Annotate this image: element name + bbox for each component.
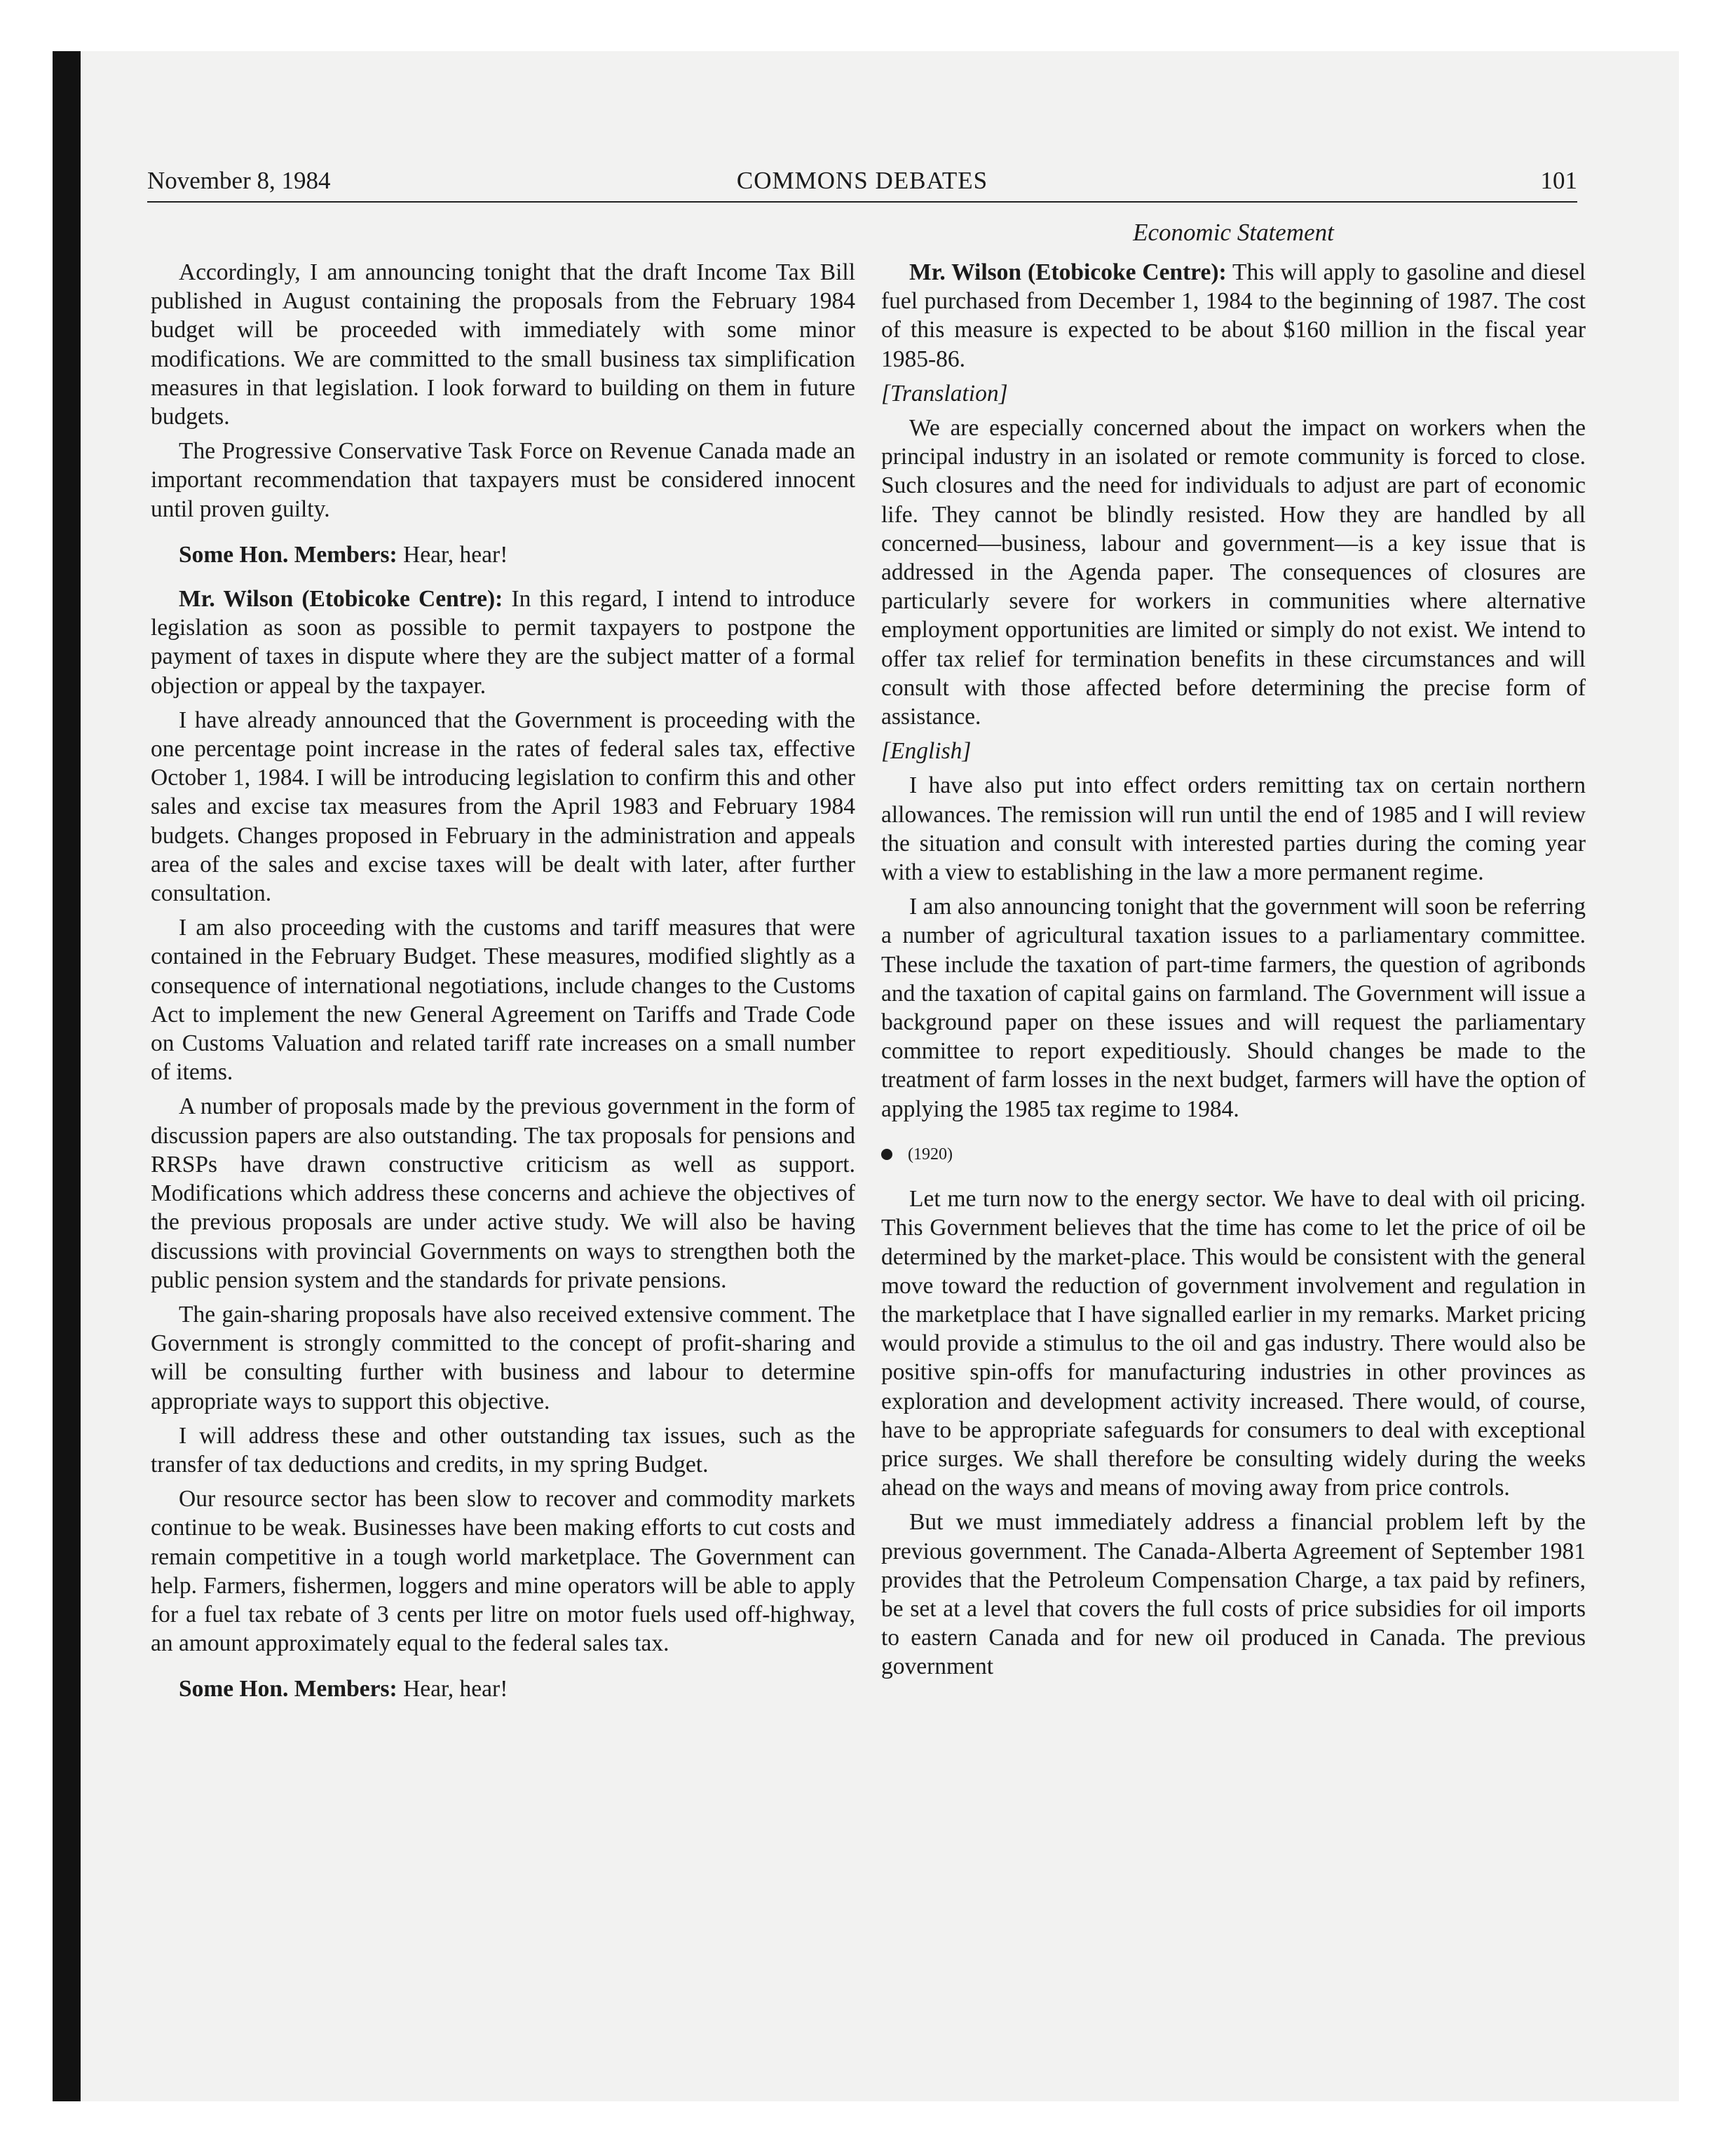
paragraph-text: Hear, hear! xyxy=(397,1676,508,1703)
paragraph-text: I have also put into effect orders remitting tax on certain northern allowances. The remission will run until the end of 1985 and I will review the situation and consult with interested parties during the coming year with a view to establishing in the law a more permanent regime. xyxy=(881,772,1586,886)
paragraph-text: I will address these and other outstanding tax issues, such as the transfer of tax deductions and credits, in my spring Budget. xyxy=(151,1422,855,1478)
speaker-name: Some Hon. Members: xyxy=(179,1676,397,1703)
paragraph-text: In this regard, I intend to introduce legislation as soon as possible to permit taxpayers to postpone the payment of taxes in dispute where they are the subject matter of a formal objection or appeal by the taxpayer. xyxy=(151,586,855,699)
header-title: COMMONS DEBATES xyxy=(736,167,988,194)
paragraph-text: I have already announced that the Government is proceeding with the one percentage point increase in the rates of federal sales tax, effective October 1, 1984. I will be introducing legislation to confirm this and other sales and excise tax measures from the April 1983 and February 1984 budgets. Changes proposed in February in the administration and appeals area of the sales and excise taxes will be dealt with later, after further consultation. xyxy=(151,707,855,907)
paragraph-text: I am also announcing tonight that the government will soon be referring a number of agricultural taxation issues to a parliamentary committee. These include the taxation of part-time farmers, the question of agribonds and the taxation of capital gains on farmland. The Government will issue a background paper on these issues and will request the parliamentary committee to report expeditiously. Should changes be made to the treatment of farm losses in the next budget, farmers will have the option of applying the 1985 tax regime to 1984. xyxy=(881,894,1586,1122)
paragraph xyxy=(151,1485,855,1658)
speaker-name: Mr. Wilson (Etobicoke Centre): xyxy=(179,586,503,613)
section-heading: Economic Statement xyxy=(1133,219,1334,246)
header-rule xyxy=(147,201,1577,203)
paragraph xyxy=(151,1300,855,1416)
paragraph xyxy=(881,1185,1586,1502)
speaker-name: Some Hon. Members: xyxy=(179,541,397,568)
paragraph-text: The Progressive Conservative Task Force on Revenue Canada made an important recommendation that taxpayers must be considered innocent until proven guilty. xyxy=(151,438,855,522)
interjection xyxy=(151,1674,855,1703)
paragraph xyxy=(881,892,1586,1124)
paragraph-text: A number of proposals made by the previous government in the form of discussion papers are also outstanding. The tax proposals for pensions and RRSPs have drawn constructive criticism as well as support. Modifications which address these concerns and achieve the objectives of the previous proposals are under active study. We will also be having discussions with provincial Governments on ways to strengthen both the public pension system and the standards for private pensions. xyxy=(151,1093,855,1293)
paragraph xyxy=(881,414,1586,731)
scan-edge-shadow xyxy=(53,51,81,2101)
paragraph xyxy=(151,706,855,908)
right-column xyxy=(881,258,1586,1687)
time-marker-text: (1920) xyxy=(908,1145,953,1164)
paragraph xyxy=(151,258,855,431)
paragraph xyxy=(881,258,1586,374)
bullet-icon xyxy=(881,1149,892,1160)
paragraph xyxy=(881,771,1586,887)
paragraph xyxy=(151,1092,855,1294)
paragraph-text: Let me turn now to the energy sector. We have to deal with oil pricing. This Government believes that the time has come to let the price of oil be determined by the market-place. This would be consistent with the general move toward the reduction of government involvement and regulation in the marketplace that I have signalled earlier in my remarks. Market pricing would provide a stimulus to the oil and gas industry. There would also be positive spin-offs for manufacturing industries in other provinces as exploration and development activity increased. There would, of course, have to be appropriate safeguards for consumers to deal with exceptional price surges. We shall therefore be consulting widely during the weeks ahead on the ways and means of moving away from price controls. xyxy=(881,1186,1586,1501)
header-date: November 8, 1984 xyxy=(147,167,331,194)
header-page-number: 101 xyxy=(1540,167,1577,194)
paragraph xyxy=(151,913,855,1086)
time-marker xyxy=(881,1140,1586,1169)
paragraph xyxy=(151,437,855,524)
interjection xyxy=(151,540,855,569)
speaker-name: Mr. Wilson (Etobicoke Centre): xyxy=(909,259,1227,285)
paragraph-text: I am also proceeding with the customs and tariff measures that were contained in the February Budget. These measures, modified slightly as a consequence of international negotiations, include changes to the Customs Act to implement the new General Agreement on Tariffs and Trade Code on Customs Valuation and related tariff rate increases on a small number of items. xyxy=(151,915,855,1086)
paragraph xyxy=(881,1508,1586,1681)
stage-direction xyxy=(881,379,1586,408)
paragraph-text: The gain-sharing proposals have also received extensive comment. The Government is strongly committed to the concept of profit-sharing and will be consulting further with business and labour to determine appropriate ways to support this objective. xyxy=(151,1301,855,1414)
paragraph-text: Our resource sector has been slow to recover and commodity markets continue to be weak. Businesses have been making efforts to cut costs and remain competitive in a tough world marketplace. The Government can help. Farmers, fishermen, loggers and mine operators will be able to apply for a fuel tax rebate of 3 cents per litre on motor fuels used off-highway, an amount approximately equal to the federal sales tax. xyxy=(151,1486,855,1657)
page-header xyxy=(147,167,1577,203)
paragraph xyxy=(151,1421,855,1479)
paragraph-text: But we must immediately address a financial problem left by the previous government. The Canada-Alberta Agreement of September 1981 provides that the Petroleum Compensation Charge, a tax paid by refiners, be set at a level that covers the full costs of price subsidies for oil imports to eastern Canada and for new oil produced in Canada. The previous government xyxy=(881,1509,1586,1680)
paragraph-text: We are especially concerned about the impact on workers when the principal industry in an isolated or remote community is forced to close. Such closures and the need for individuals to adjust are part of economic life. They cannot be blindly resisted. How they are handled by all concerned—business, labour and government—is a key issue that is addressed in the Agenda paper. The consequences of closures are particularly severe for workers in communities where alternative employment opportunities are limited or simply do not exist. We intend to offer tax relief for termination benefits in these circumstances and will consult with those affected before determining the precise form of assistance. xyxy=(881,415,1586,730)
paragraph xyxy=(151,585,855,700)
paragraph-text: Hear, hear! xyxy=(397,541,508,568)
paragraph-text: This will apply to gasoline and diesel fuel purchased from December 1, 1984 to the beginning of 1987. The cost of this measure is expected to be about $160 million in the fiscal year 1985-86. xyxy=(881,259,1586,372)
stage-direction xyxy=(881,737,1586,765)
paragraph-text: Accordingly, I am announcing tonight that the draft Income Tax Bill published in August containing the proposals from the February 1984 budget will be proceeded with immediately with some minor modifications. We are committed to the small business tax simplification measures in that legislation. I look forward to building on them in future budgets. xyxy=(151,259,855,430)
paragraph-text: [Translation] xyxy=(881,380,1008,407)
left-column xyxy=(151,258,855,1719)
paragraph-text: [English] xyxy=(881,738,972,765)
